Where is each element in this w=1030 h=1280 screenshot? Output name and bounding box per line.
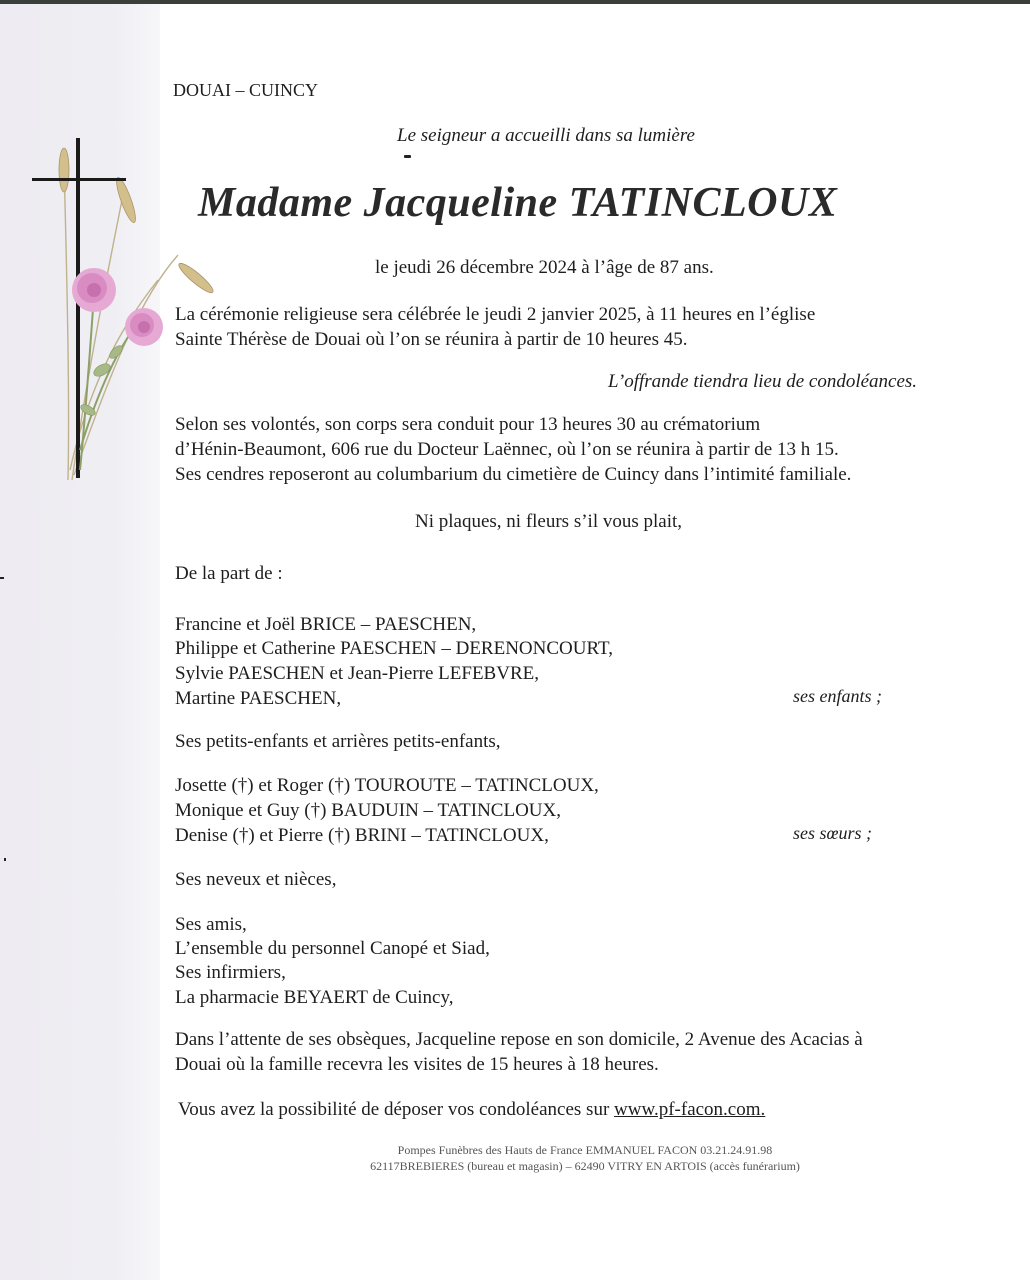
grandchildren-line: Ses petits-enfants et arrières petits-enfants, [175,731,501,752]
visit-line-2: Douai où la famille recevra les visites de 15 heures à 18 heures. [175,1054,659,1075]
death-date-line: le jeudi 26 décembre 2024 à l’âge de 87 ans. [375,257,714,278]
rose-flower-lower [125,308,163,346]
sister-line: Monique et Guy (†) BAUDUIN – TATINCLOUX, [175,800,562,821]
ni-plaques-note: Ni plaques, ni fleurs s’il vous plait, [415,511,683,532]
ceremony-line-2: Sainte Thérèse de Douai où l’on se réunira à partir de 10 heures 45. [175,329,688,350]
cremation-line-2: d’Hénin-Beaumont, 606 rue du Docteur Laënnec, où l’on se réunira à partir de 13 h 15. [175,439,839,460]
children-role: ses enfants ; [793,686,882,706]
rose-flower-upper [72,268,116,312]
sisters-role: ses sœurs ; [793,823,873,843]
child-line: Martine PAESCHEN, [175,688,342,709]
cross-icon [32,138,126,478]
cremation-line-1: Selon ses volontés, son corps sera conduit pour 13 heures 30 au crématorium [175,414,761,435]
offrande-note: L’offrande tiendra lieu de condoléances. [608,371,918,392]
cremation-line-3: Ses cendres reposeront au columbarium du cimetière de Cuincy dans l’intimité familiale. [175,464,852,485]
friends-line: La pharmacie BEYAERT de Cuincy, [175,987,454,1008]
rose-stems [80,295,133,470]
ceremony-line-1: La cérémonie religieuse sera célébrée le jeudi 2 janvier 2025, à 11 heures en l’église [175,304,816,325]
condolences-text: Vous avez la possibilité de déposer vos condoléances sur [178,1099,615,1120]
condolences-link[interactable]: www.pf-facon.com. [614,1099,766,1120]
child-line: Philippe et Catherine PAESCHEN – DERENONCOURT, [175,638,613,659]
condolences-line [178,1097,765,1122]
nephews-line: Ses neveux et nièces, [175,869,337,890]
friends-line: Ses amis, [175,914,247,935]
sister-line: Josette (†) et Roger (†) TOUROUTE – TATINCLOUX, [175,775,599,796]
family-intro: De la part de : [175,563,283,584]
funeral-home-line-1: Pompes Funèbres des Hauts de France EMMANUEL FACON 03.21.24.91.98 [397,1143,773,1157]
child-line: Sylvie PAESCHEN et Jean-Pierre LEFEBVRE, [175,663,539,684]
scan-mark [4,858,6,861]
motto: Le seigneur a accueilli dans sa lumière [397,125,695,146]
deceased-name: Madame Jacqueline TATINCLOUX [198,180,838,226]
ornament-dot [404,155,411,158]
child-line: Francine et Joël BRICE – PAESCHEN, [175,614,477,635]
visit-line-1: Dans l’attente de ses obsèques, Jacqueline repose en son domicile, 2 Avenue des Acacias à [175,1029,863,1050]
rose-leaves [79,344,124,418]
place-header: DOUAI – CUINCY [173,80,318,100]
scan-mark [0,577,4,579]
sister-line: Denise (†) et Pierre (†) BRINI – TATINCLOUX, [175,825,549,846]
friends-line: L’ensemble du personnel Canopé et Siad, [175,938,490,959]
funeral-home-line-2: 62117BREBIERES (bureau et magasin) – 62490 VITRY EN ARTOIS (accès funérarium) [370,1159,800,1173]
friends-line: Ses infirmiers, [175,962,286,983]
